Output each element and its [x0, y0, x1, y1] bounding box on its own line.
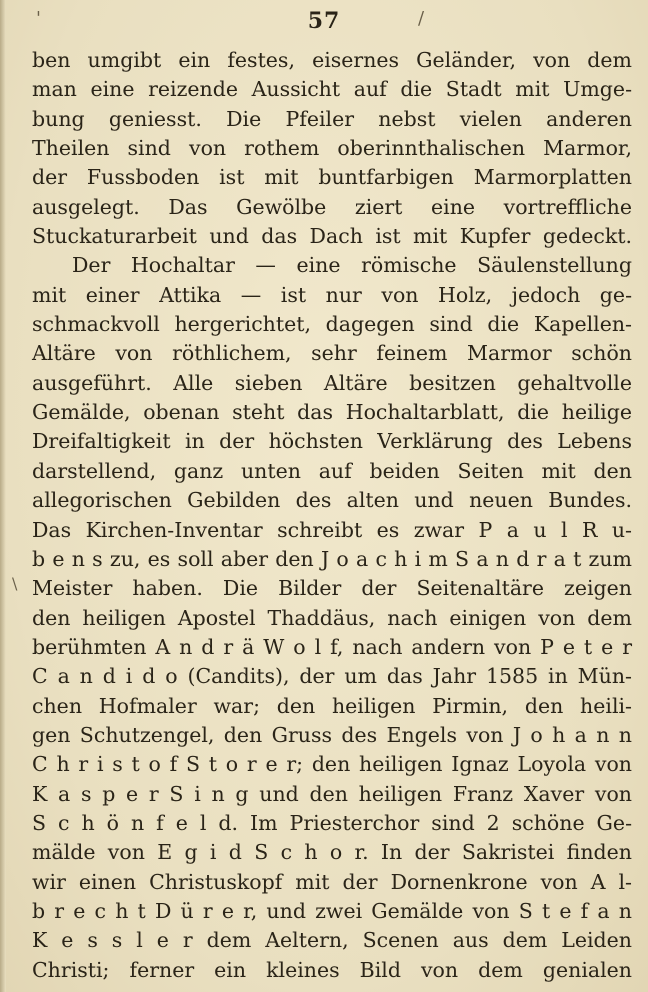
page-edge-shadow — [0, 0, 6, 992]
text-line: C a n d i d o (Candits), der um das Jahr 1585 in Mün- — [32, 664, 632, 689]
text-line: Altäre von röthlichem, sehr feinem Marmor schön — [32, 341, 632, 366]
text-line: chen Hofmaler war; den heiligen Pirmin, den heili- — [32, 693, 632, 718]
text-line: Theilen sind von rothem oberinnthalischen Marmor, — [32, 136, 632, 161]
text-line: bung geniesst. Die Pfeiler nebst vielen anderen — [32, 106, 632, 131]
text-line: ausgelegt. Das Gewölbe ziert eine vortreffliche — [32, 194, 632, 219]
text-line: Der Hochaltar — eine römische Säulenstellung — [72, 253, 632, 278]
text-line: ben umgibt ein festes, eisernes Geländer, von dem — [32, 48, 632, 72]
text-line: wir einen Christuskopf mit der Dornenkrone von A l- — [32, 869, 632, 894]
margin-mark: \ — [12, 574, 18, 593]
text-line: Christi; ferner ein kleines Bild von dem genialen — [32, 957, 632, 982]
text-line: darstellend, ganz unten auf beiden Seiten mit den — [32, 458, 632, 483]
text-line: C h r i s t o f S t o r e r; den heiligen Ignaz Loyola von — [32, 752, 632, 777]
text-line: berühmten A n d r ä W o l f, nach andern von P e t e r — [32, 634, 632, 659]
text-line: allegorischen Gebilden des alten und neuen Bundes. — [32, 488, 632, 513]
text-line: K a s p e r S i n g und den heiligen Franz Xaver von — [32, 781, 632, 806]
text-line: gen Schutzengel, den Gruss des Engels von J o h a n n — [32, 722, 632, 747]
body-text — [32, 46, 632, 985]
text-line: ausgeführt. Alle sieben Altäre besitzen gehaltvolle — [32, 370, 632, 395]
text-line: Meister haben. Die Bilder der Seitenaltäre zeigen — [32, 576, 632, 601]
text-line: Gemälde, obenan steht das Hochaltarblatt, die heilige — [32, 400, 632, 425]
text-line: man eine reizende Aussicht auf die Stadt mit Umge- — [32, 77, 632, 102]
text-line: den heiligen Apostel Thaddäus, nach einigen von dem — [32, 605, 632, 630]
text-line: K e s s l e r dem Aeltern, Scenen aus dem Leiden — [32, 928, 632, 953]
text-line: b e n s zu, es soll aber den J o a c h i m S a n d r a t zum — [32, 546, 632, 571]
text-line: b r e c h t D ü r e r, und zwei Gemälde von S t e f a n — [32, 898, 632, 923]
margin-mark: / — [418, 8, 425, 29]
text-line: der Fussboden ist mit buntfarbigen Marmorplatten — [32, 165, 632, 190]
text-line: Das Kirchen-Inventar schreibt es zwar P a u l R u- — [32, 517, 632, 542]
text-line: Dreifaltigkeit in der höchsten Verklärung des Lebens — [32, 429, 632, 454]
margin-mark: ' — [36, 8, 41, 29]
text-line: S c h ö n f e l d. Im Priesterchor sind 2 schöne Ge- — [32, 810, 632, 835]
page-number: 57 — [307, 8, 341, 34]
text-line: mit einer Attika — ist nur von Holz, jedoch ge- — [32, 282, 632, 307]
text-line: Stuckaturarbeit und das Dach ist mit Kupfer gedeckt. — [32, 224, 632, 249]
text-line: schmackvoll hergerichtet, dagegen sind die Kapellen- — [32, 312, 632, 337]
text-line: mälde von E g i d S c h o r. In der Sakristei finden — [32, 840, 632, 865]
